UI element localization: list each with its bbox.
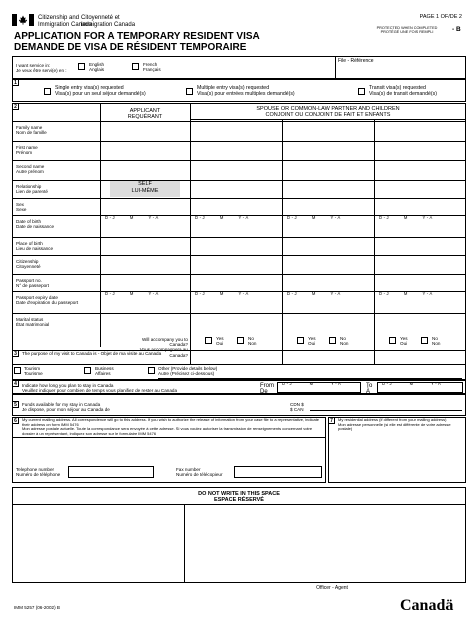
spouse-children-header: SPOUSE OR COMMON-LAW PARTNER AND CHILDREN CONJOINT OU CONJOINT DE FAIT ET ENFANTS bbox=[256, 106, 400, 118]
tourism-label: Tourism Tourisme bbox=[24, 366, 43, 377]
residential-address-instructions: My residential address (if different from your mailing address) Mon adresse personnelle (si elle est différente de votre adresse postale) bbox=[338, 417, 451, 432]
accompany-no-label-0: No Non bbox=[248, 336, 257, 347]
fax-input[interactable] bbox=[234, 466, 322, 478]
protected-fr: PROTÉGÉ UNE FOIS REMPLI bbox=[380, 30, 434, 35]
dept-en-line2: Immigration Canada bbox=[38, 21, 93, 28]
from-date-mask: D - J M Y - A bbox=[282, 381, 341, 386]
person-1-field-6[interactable] bbox=[191, 238, 281, 254]
date-mask: D - J M Y - A bbox=[287, 215, 341, 220]
person-2-field-4[interactable] bbox=[283, 199, 373, 214]
currency-label: CDN $ $ CAN bbox=[290, 402, 304, 413]
funds-amount-line[interactable] bbox=[310, 410, 462, 411]
person-0-field-7[interactable] bbox=[101, 256, 189, 273]
section-7-number: 7 bbox=[328, 417, 335, 424]
row-label-7: Citizenship Citoyenneté bbox=[16, 259, 41, 270]
person-2-field-8[interactable] bbox=[283, 275, 373, 290]
row-label-6: Place of birth Lieu de naissance bbox=[16, 241, 54, 252]
person-1-field-4[interactable] bbox=[191, 199, 281, 214]
service-label bbox=[16, 63, 67, 73]
canada-flag-icon bbox=[12, 14, 34, 26]
service-label-fr: Je veux être servi(e) en : bbox=[16, 68, 67, 74]
accompany-no-label-1: No Non bbox=[340, 336, 349, 347]
row-label-8: Passport no. N° de passeport bbox=[16, 278, 49, 289]
self-relationship: SELF LUI-MÊME bbox=[110, 181, 180, 197]
single-entry-label: Single entry visa(s) requested Visa(s) pour un seul séjour demandé(s) bbox=[55, 85, 146, 97]
date-mask: D - J M Y - A bbox=[105, 215, 159, 220]
person-2-field-1[interactable] bbox=[283, 142, 373, 159]
other-details-line[interactable] bbox=[158, 378, 462, 379]
row-label-2: Second name Autre prénom bbox=[16, 164, 45, 175]
dept-fr-line2: Immigration Canada bbox=[81, 21, 136, 28]
section-2-number: 2 bbox=[12, 103, 19, 110]
person-3-field-4[interactable] bbox=[375, 199, 465, 214]
section-6-number: 6 bbox=[12, 417, 19, 424]
date-mask: D - J M Y - A bbox=[105, 291, 159, 296]
person-0-field-4[interactable] bbox=[101, 199, 189, 214]
applicant-header: APPLICANT REQUÉRANT bbox=[127, 108, 163, 120]
row-label-3: Relationship Lien de parenté bbox=[16, 184, 48, 195]
file-reference-label: File - Référence bbox=[338, 58, 374, 64]
accompany-no-checkbox-1[interactable] bbox=[329, 337, 336, 344]
person-3-field-3[interactable] bbox=[375, 181, 465, 197]
mailing-address-instructions: My current mailing address. All correspondence will go to this address. If you wish to authorize the release of information from your case file to a representative, indicate their address on form IMM 5476 Mon adresse postale actuelle. Toute la correspondance sera envoyée à cette adresse. Si vous voulez autoriser la transmission de renseignements concernant votre dossier à un représentant, indiquez son adresse sur le formulaire IMM 5476 bbox=[22, 417, 320, 436]
telephone-label: Telephone number Numéro de téléphone bbox=[16, 467, 61, 478]
officer-agent-label: Officer - Agent bbox=[316, 585, 348, 591]
person-3-field-8[interactable] bbox=[375, 275, 465, 290]
section-1-number: 1 bbox=[12, 79, 19, 86]
service-label-en: I want service in: bbox=[16, 63, 51, 68]
person-1-field-10[interactable] bbox=[191, 314, 281, 330]
date-mask: D - J M Y - A bbox=[379, 215, 433, 220]
accompany-no-checkbox-0[interactable] bbox=[237, 337, 244, 344]
french-label: French Français bbox=[143, 62, 161, 73]
person-1-field-2[interactable] bbox=[191, 161, 281, 179]
row-label-10: Marital status État matrimonial bbox=[16, 317, 50, 328]
accompany-no-label-2: No Non bbox=[432, 336, 441, 347]
accompany-yes-checkbox-0[interactable] bbox=[205, 337, 212, 344]
person-1-field-0[interactable] bbox=[191, 122, 281, 140]
protected-notice bbox=[364, 26, 450, 35]
person-3-field-6[interactable] bbox=[375, 238, 465, 254]
accompany-no-checkbox-2[interactable] bbox=[421, 337, 428, 344]
row-label-4: Sex Sexe bbox=[16, 202, 27, 213]
accompany-yes-checkbox-2[interactable] bbox=[389, 337, 396, 344]
english-checkbox[interactable] bbox=[78, 63, 85, 70]
dept-fr-line1: Citoyenneté et bbox=[81, 15, 120, 21]
other-purpose-checkbox[interactable] bbox=[148, 367, 155, 374]
person-0-field-10[interactable] bbox=[101, 314, 189, 330]
person-0-field-0[interactable] bbox=[101, 122, 189, 140]
accompany-yes-label-2: Yes Oui bbox=[400, 336, 408, 347]
telephone-input[interactable] bbox=[68, 466, 154, 478]
french-checkbox[interactable] bbox=[132, 63, 139, 70]
english-label: English Anglais bbox=[89, 62, 105, 73]
tourism-checkbox[interactable] bbox=[14, 367, 21, 374]
person-3-field-0[interactable] bbox=[375, 122, 465, 140]
person-3-field-10[interactable] bbox=[375, 314, 465, 330]
date-mask: D - J M Y - A bbox=[379, 291, 433, 296]
accompany-yes-label-1: Yes Oui bbox=[308, 336, 316, 347]
from-label: From De bbox=[260, 383, 274, 395]
to-label: To À bbox=[366, 383, 373, 395]
transit-checkbox[interactable] bbox=[358, 88, 365, 95]
single-entry-checkbox[interactable] bbox=[44, 88, 51, 95]
department-fr bbox=[81, 15, 135, 28]
person-0-field-1[interactable] bbox=[101, 142, 189, 159]
funds-label: Funds available for my stay in Canada Je dispose, pour mon séjour au Canada de bbox=[22, 402, 110, 413]
person-2-field-0[interactable] bbox=[283, 122, 373, 140]
person-1-field-1[interactable] bbox=[191, 142, 281, 159]
row-label-5: Date of birth Date de naissance bbox=[16, 219, 55, 230]
person-3-field-2[interactable] bbox=[375, 161, 465, 179]
person-3-field-1[interactable] bbox=[375, 142, 465, 159]
purpose-label: The purpose of my visit to Canada is - Objet de ma visite au Canada bbox=[22, 351, 162, 356]
person-2-field-2[interactable] bbox=[283, 161, 373, 179]
date-mask: D - J M Y - A bbox=[195, 291, 249, 296]
section-5-number: 5 bbox=[12, 401, 19, 408]
fax-label: Fax number Numéro de télécopieur bbox=[176, 467, 223, 478]
other-purpose-label: Other (Provide details below) Autre (Précisez ci-dessous) bbox=[158, 366, 218, 377]
multiple-entry-label: Multiple entry visa(s) requested Visa(s) pour entrées multiples demandé(s) bbox=[197, 85, 295, 97]
dept-en-line1: Citizenship and bbox=[38, 15, 80, 21]
transit-label: Transit visa(s) requested Visa(s) de transit demandé(s) bbox=[369, 85, 437, 97]
accompany-yes-checkbox-1[interactable] bbox=[297, 337, 304, 344]
to-date-mask: D - J M Y - A bbox=[382, 381, 441, 386]
person-0-field-6[interactable] bbox=[101, 238, 189, 254]
accompany-label: Will accompany you to Canada? Vous accompagnera au Canada? bbox=[139, 337, 188, 358]
page-title-fr: DEMANDE DE VISA DE RÉSIDENT TEMPORAIRE bbox=[14, 42, 247, 53]
person-1-field-3[interactable] bbox=[191, 181, 281, 197]
row-label-1: First name Prénom bbox=[16, 145, 38, 156]
protected-en: PROTECTED WHEN COMPLETED bbox=[376, 26, 438, 30]
canada-wordmark: Canadä bbox=[400, 597, 454, 614]
row-label-9: Passport expiry date Date d'expiration du passeport bbox=[16, 295, 79, 306]
page-title-en: APPLICATION FOR A TEMPORARY RESIDENT VISA bbox=[14, 31, 260, 42]
stay-length-label: Indicate how long you plan to stay in Canada Veuillez indiquer pour combien de temps vous planifiez de rester au Canada bbox=[22, 383, 178, 394]
date-mask: D - J M Y - A bbox=[195, 215, 249, 220]
person-0-field-2[interactable] bbox=[101, 161, 189, 179]
person-1-field-8[interactable] bbox=[191, 275, 281, 290]
date-mask: D - J M Y - A bbox=[287, 291, 341, 296]
business-checkbox[interactable] bbox=[84, 367, 91, 374]
accompany-yes-label-0: Yes Oui bbox=[216, 336, 224, 347]
form-number: IMM 5257 (06-2002) B bbox=[14, 605, 60, 610]
multiple-entry-checkbox[interactable] bbox=[186, 88, 193, 95]
person-2-field-10[interactable] bbox=[283, 314, 373, 330]
row-label-0: Family name Nom de famille bbox=[16, 125, 47, 136]
person-2-field-6[interactable] bbox=[283, 238, 373, 254]
person-0-field-8[interactable] bbox=[101, 275, 189, 290]
person-2-field-7[interactable] bbox=[283, 256, 373, 273]
person-2-field-3[interactable] bbox=[283, 181, 373, 197]
person-3-field-7[interactable] bbox=[375, 256, 465, 273]
protected-code: - B bbox=[452, 26, 461, 33]
section-3-number: 3 bbox=[12, 350, 19, 357]
business-label: Business Affaires bbox=[95, 366, 114, 377]
page-number: PAGE 1 OF/DE 2 bbox=[419, 14, 462, 20]
section-4-number: 4 bbox=[12, 380, 19, 387]
person-1-field-7[interactable] bbox=[191, 256, 281, 273]
office-use-header: DO NOT WRITE IN THIS SPACE ESPACE RÉSERVÉ bbox=[198, 491, 280, 503]
